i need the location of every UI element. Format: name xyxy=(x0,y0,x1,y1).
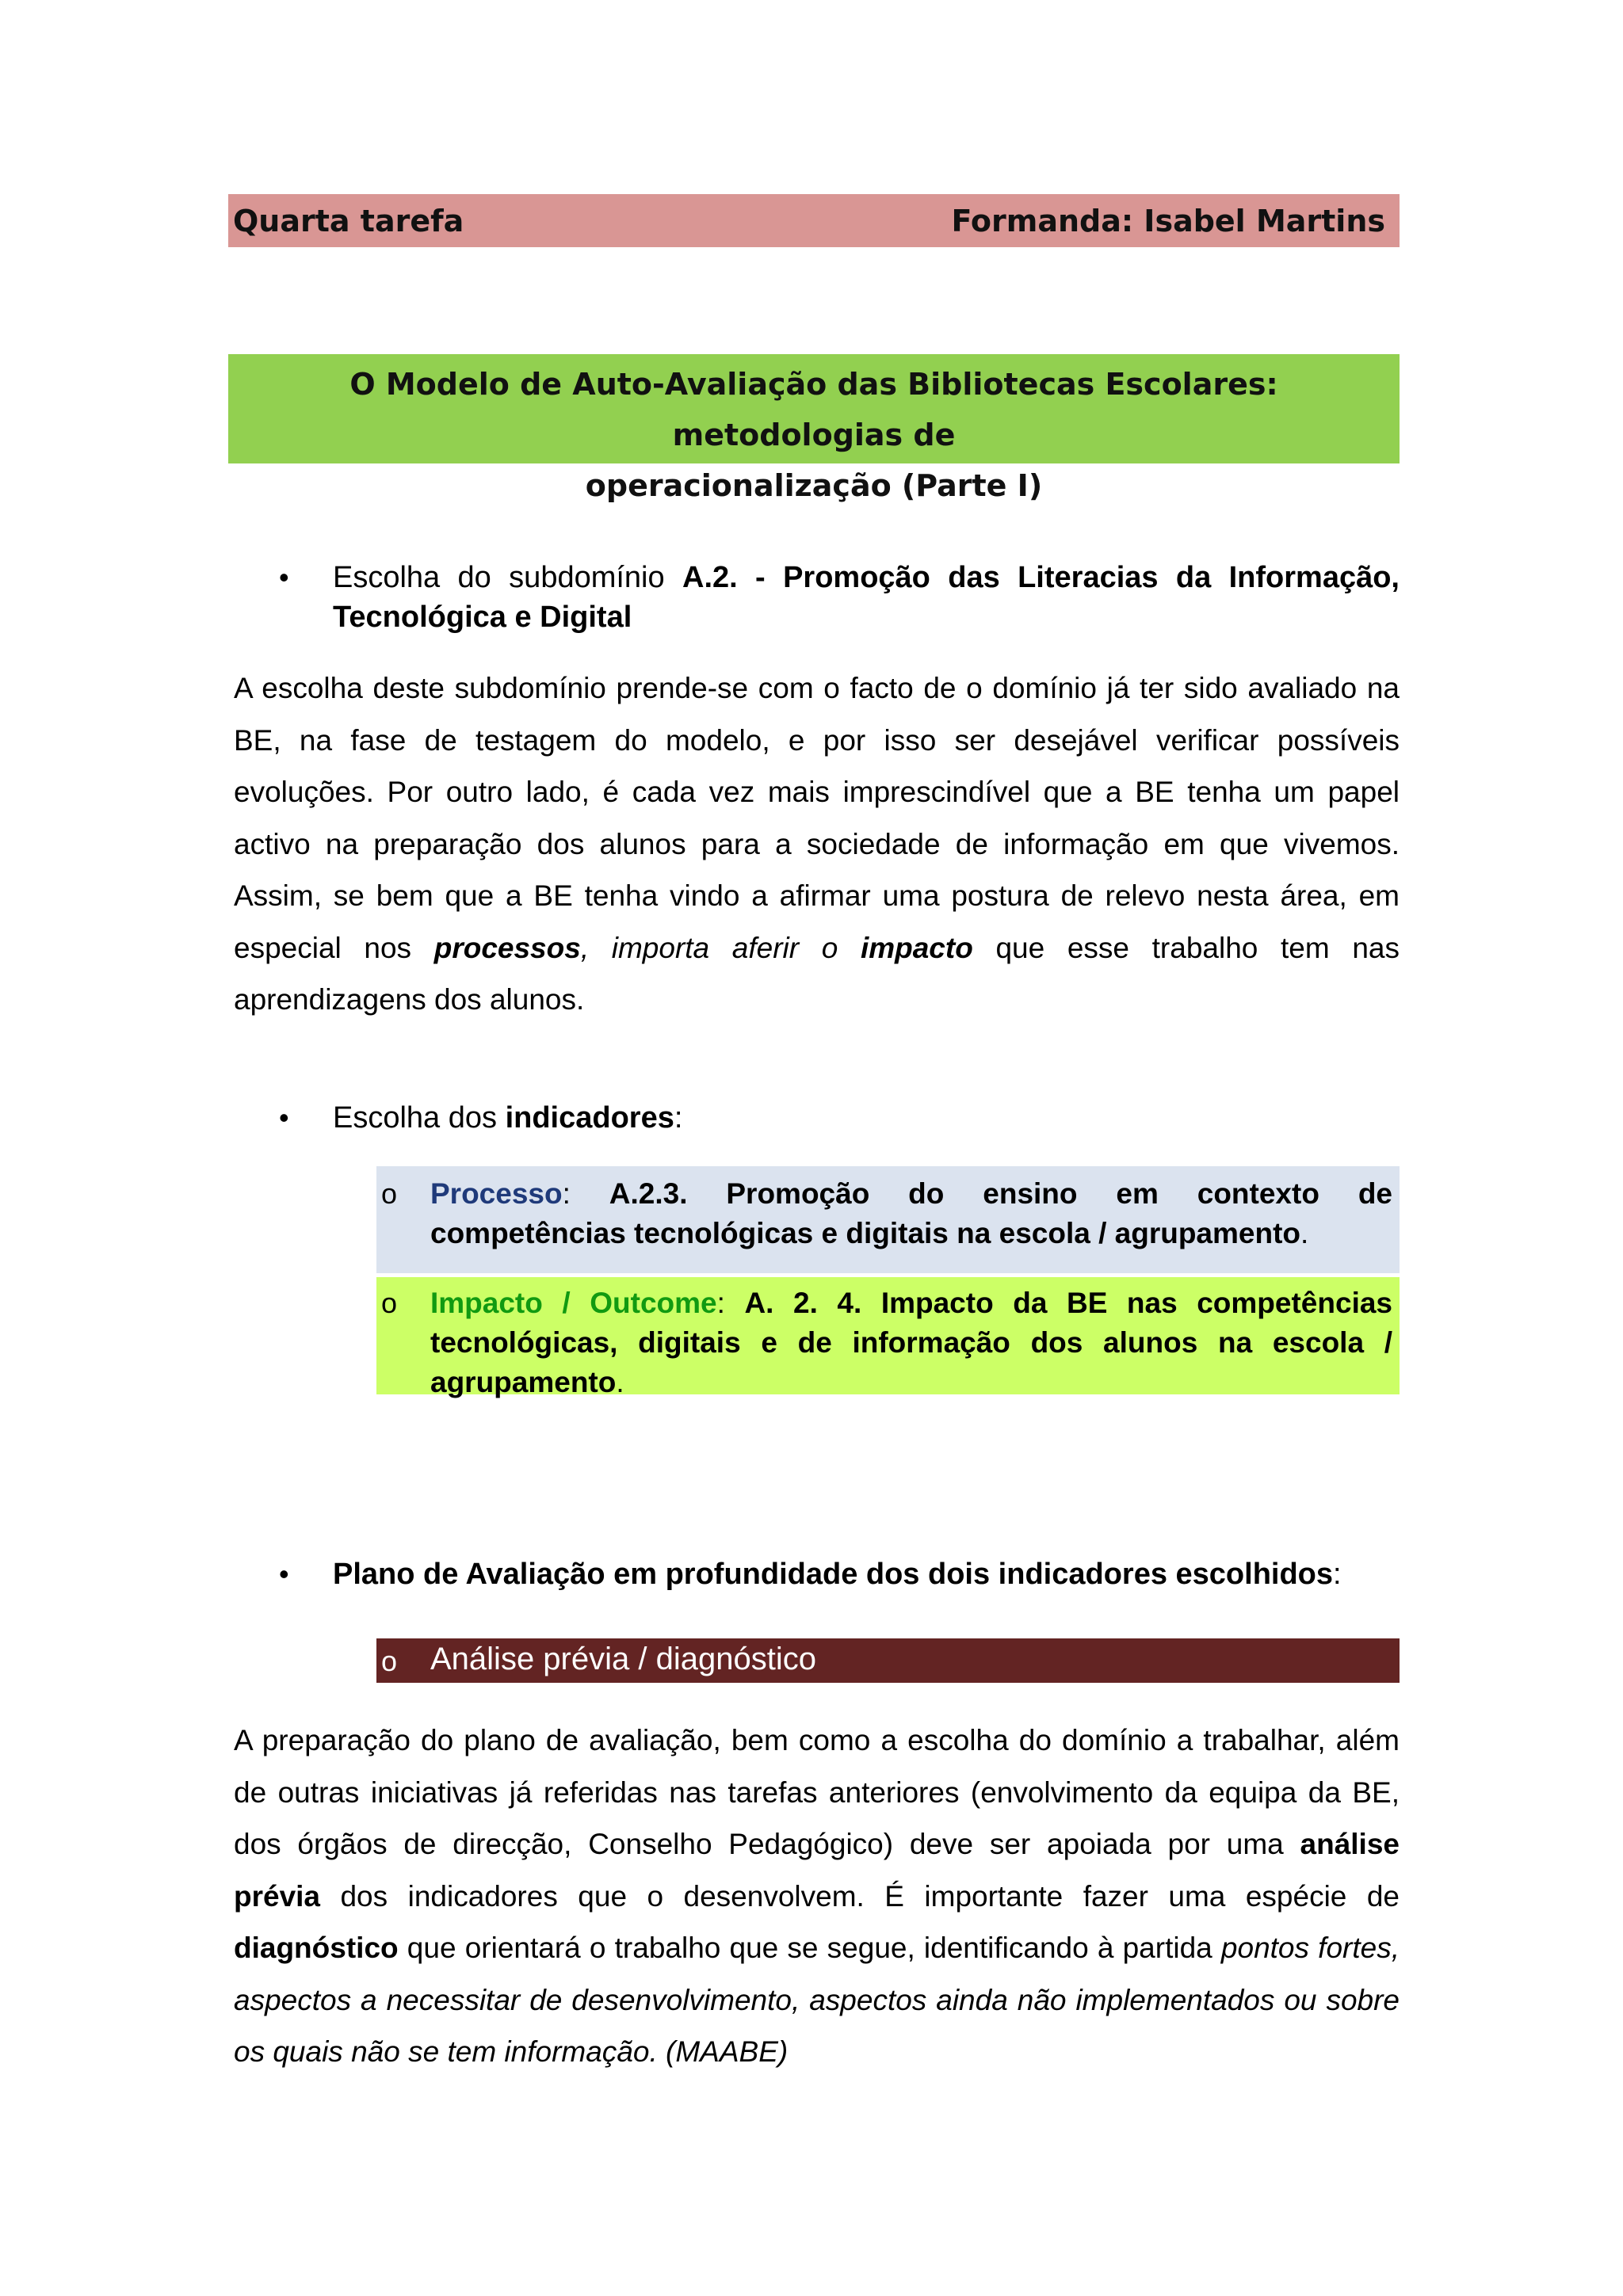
process-label: Processo xyxy=(430,1177,563,1210)
subdomain-justification xyxy=(234,662,1400,1026)
para2-text-2: dos indicadores que o desenvolvem. É importante fazer uma espécie de xyxy=(320,1879,1400,1913)
indicators-colon: : xyxy=(674,1101,683,1135)
process-indicator xyxy=(376,1166,1400,1273)
document-title xyxy=(228,354,1400,503)
para1-text-2: , importa aferir o xyxy=(580,931,861,964)
process-line-2: competências tecnológicas e digitais na escola / agrupamento xyxy=(430,1217,1301,1249)
process-line-1: A.2.3. Promoção do ensino em contexto de xyxy=(609,1177,1392,1210)
maabe-quote: pontos fortes, aspectos a necessitar de desenvolvimento, aspectos ainda não implementados ou sobre os quais não se tem informação. (MAABE) xyxy=(234,1932,1400,2068)
plan-label: Plano de Avaliação em profundidade dos dois indicadores escolhidos xyxy=(333,1558,1334,1591)
impact-text: A. 2. 4. Impacto da BE nas competências tecnológicas, digitais e de informação dos alunos na escola / agrupamento xyxy=(430,1287,1393,1398)
impact-marker: o xyxy=(381,1287,398,1319)
impacto-emphasis: impacto xyxy=(860,931,973,964)
bullet-indicators: • xyxy=(279,1101,289,1134)
plan-colon: : xyxy=(1333,1558,1342,1591)
plan-heading xyxy=(333,1554,1400,1594)
analysis-marker: o xyxy=(381,1645,398,1677)
subdomain-line-1 xyxy=(333,558,1400,597)
process-end: . xyxy=(1300,1217,1309,1249)
para2-text-1: A preparação do plano de avaliação, bem como a escolha do domínio a trabalhar, além de outras iniciativas já referidas nas tarefas anteriores (envolvimento da equipa da BE, dos órgãos de direcção, Conselho Pedagógico) deve ser apoiada por uma xyxy=(234,1724,1400,1860)
processos-emphasis: processos xyxy=(433,931,581,964)
bullet-plan: • xyxy=(279,1558,289,1590)
analise-previa-bold: análise prévia xyxy=(234,1828,1400,1913)
trainee-name: Formanda: Isabel Martins xyxy=(951,203,1385,238)
para1-text-1: A escolha deste subdomínio prende-se com o facto de o domínio já ter sido avaliado na BE, na fase de testagem do modelo, e por isso ser desejável verificar possíveis evoluções. Por outro lado, é cada vez mais imprescindível que a BE tenha um papel activo na preparação dos alunos para a sociedade de informação em que vivemos. Assim, se bem que a BE tenha vindo a afirmar uma postura de relevo nesta área, em especial nos xyxy=(234,672,1400,964)
para2-text-3: que orientará o trabalho que se segue, identificando à partida xyxy=(398,1932,1221,1964)
header-bar xyxy=(228,194,1400,247)
impact-indicator xyxy=(376,1277,1400,1398)
analysis-paragraph xyxy=(234,1714,1400,2078)
analysis-heading: Análise prévia / diagnóstico xyxy=(430,1642,816,1676)
indicators-prefix: Escolha dos xyxy=(333,1101,506,1135)
subdomain-prefix: Escolha do subdomínio xyxy=(333,561,682,594)
impact-sep: : xyxy=(716,1287,745,1319)
process-marker: o xyxy=(381,1177,398,1210)
title-line-1: O Modelo de Auto-Avaliação das Bibliotecas Escolares: metodologias de xyxy=(349,367,1278,452)
subdomain-choice xyxy=(333,558,1400,637)
impact-end: . xyxy=(616,1366,624,1398)
indicators-heading xyxy=(333,1098,1400,1138)
task-title: Quarta tarefa xyxy=(233,203,464,238)
analysis-heading-bar xyxy=(376,1638,1400,1683)
para1-text-3: que esse trabalho tem nas aprendizagens dos alunos. xyxy=(234,931,1400,1016)
process-indicator-text xyxy=(430,1174,1392,1253)
subdomain-code: A.2. - Promoção das Literacias da Informação, xyxy=(682,561,1400,594)
process-sep: : xyxy=(562,1177,609,1210)
impact-label: Impacto / Outcome xyxy=(430,1287,717,1319)
diagnostico-bold: diagnóstico xyxy=(234,1932,399,1964)
subdomain-name: Tecnológica e Digital xyxy=(333,601,632,634)
bullet-subdomain: • xyxy=(279,561,289,593)
indicators-label: indicadores xyxy=(505,1101,674,1135)
impact-indicator-text xyxy=(430,1283,1392,1402)
title-line-2: operacionalização (Parte I) xyxy=(585,468,1043,503)
